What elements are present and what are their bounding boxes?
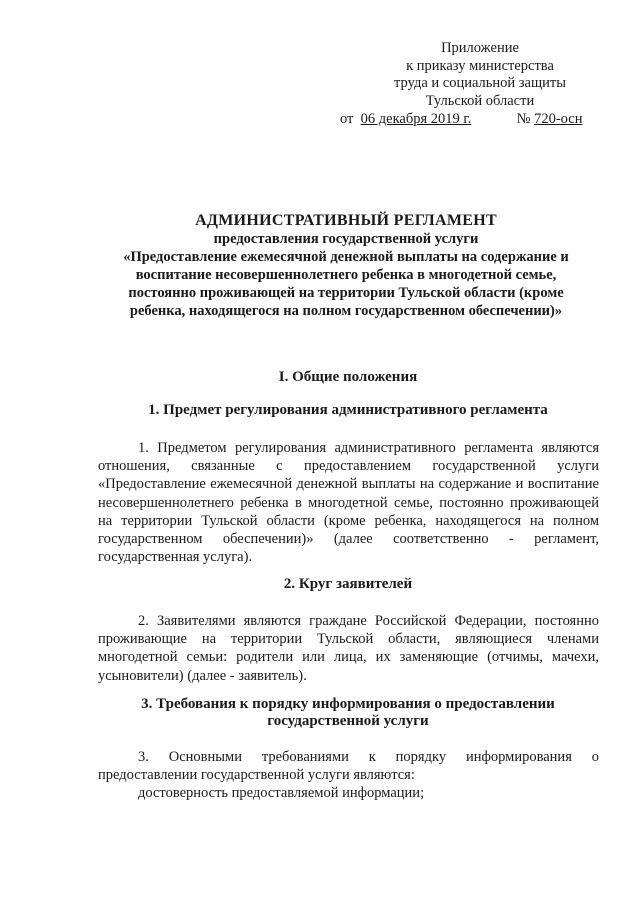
section-heading-3-line1: 3. Требования к порядку информирования о предоставлении bbox=[141, 696, 555, 712]
title-sub-line: постоянно проживающей на территории Тульской области (кроме bbox=[128, 285, 564, 301]
paragraph-2 bbox=[98, 612, 599, 685]
title-sub-line: ребенка, находящегося на полном государственном обеспечении)» bbox=[129, 303, 563, 319]
order-date: 06 декабря 2019 г. bbox=[360, 111, 472, 127]
appendix-line: к приказу министерства bbox=[406, 57, 554, 74]
appendix-line: Приложение bbox=[441, 40, 519, 56]
section-heading-3-line2: государственной услуги bbox=[267, 713, 429, 729]
paragraph-1 bbox=[98, 439, 599, 566]
title-sub-line: «Предоставление ежемесячной денежной выплаты на содержание и bbox=[123, 249, 569, 265]
title-sub-line: воспитание несовершеннолетнего ребенка в многодетной семье, bbox=[135, 267, 557, 283]
number-prefix: № bbox=[516, 111, 531, 127]
regulation-title bbox=[96, 211, 596, 320]
paragraph-text: 2. Заявителями являются граждане Российской Федерации, постоянно проживающие на территории Тульской области, являющиеся членами многодетной семьи: родители или лица, их заменяющие (отчимы, мачехи, усыновители) (далее - заявитель). bbox=[98, 613, 599, 684]
appendix-line: Тульской области bbox=[425, 92, 535, 109]
date-prefix: от bbox=[340, 111, 354, 127]
paragraph-text: достоверность предоставляемой информации; bbox=[138, 785, 425, 802]
appendix-line: труда и социальной защиты bbox=[394, 75, 566, 91]
title-sub-line: предоставления государственной услуги bbox=[213, 231, 479, 247]
section-heading-2: 2. Круг заявителей bbox=[283, 576, 413, 592]
section-heading-3 bbox=[98, 696, 598, 730]
order-date-line bbox=[340, 111, 600, 128]
section-heading-1: 1. Предмет регулирования административного регламента bbox=[148, 402, 548, 418]
title-main: АДМИНИСТРАТИВНЫЙ РЕГЛАМЕНТ bbox=[195, 212, 497, 229]
paragraph-3 bbox=[98, 748, 599, 803]
order-number: 720-осн bbox=[534, 111, 583, 127]
paragraph-text: 1. Предметом регулирования административного регламента являются отношения, связанные с предоставлением государственной услуги «Предоставление ежемесячной денежной выплаты на содержание и воспитание несовершеннолетнего ребенка в многодетной семье, постоянно проживающей на территории Тульской области (кроме ребенка, находящегося на полном государственном обеспечении)» (далее соответственно - регламент, государственная услуга). bbox=[98, 440, 599, 566]
appendix-block bbox=[330, 40, 630, 110]
part-heading: I. Общие положения bbox=[278, 369, 418, 385]
paragraph-text: 3. Основными требованиями к порядку информирования о предоставлении государственной услуги являются: bbox=[98, 749, 599, 784]
